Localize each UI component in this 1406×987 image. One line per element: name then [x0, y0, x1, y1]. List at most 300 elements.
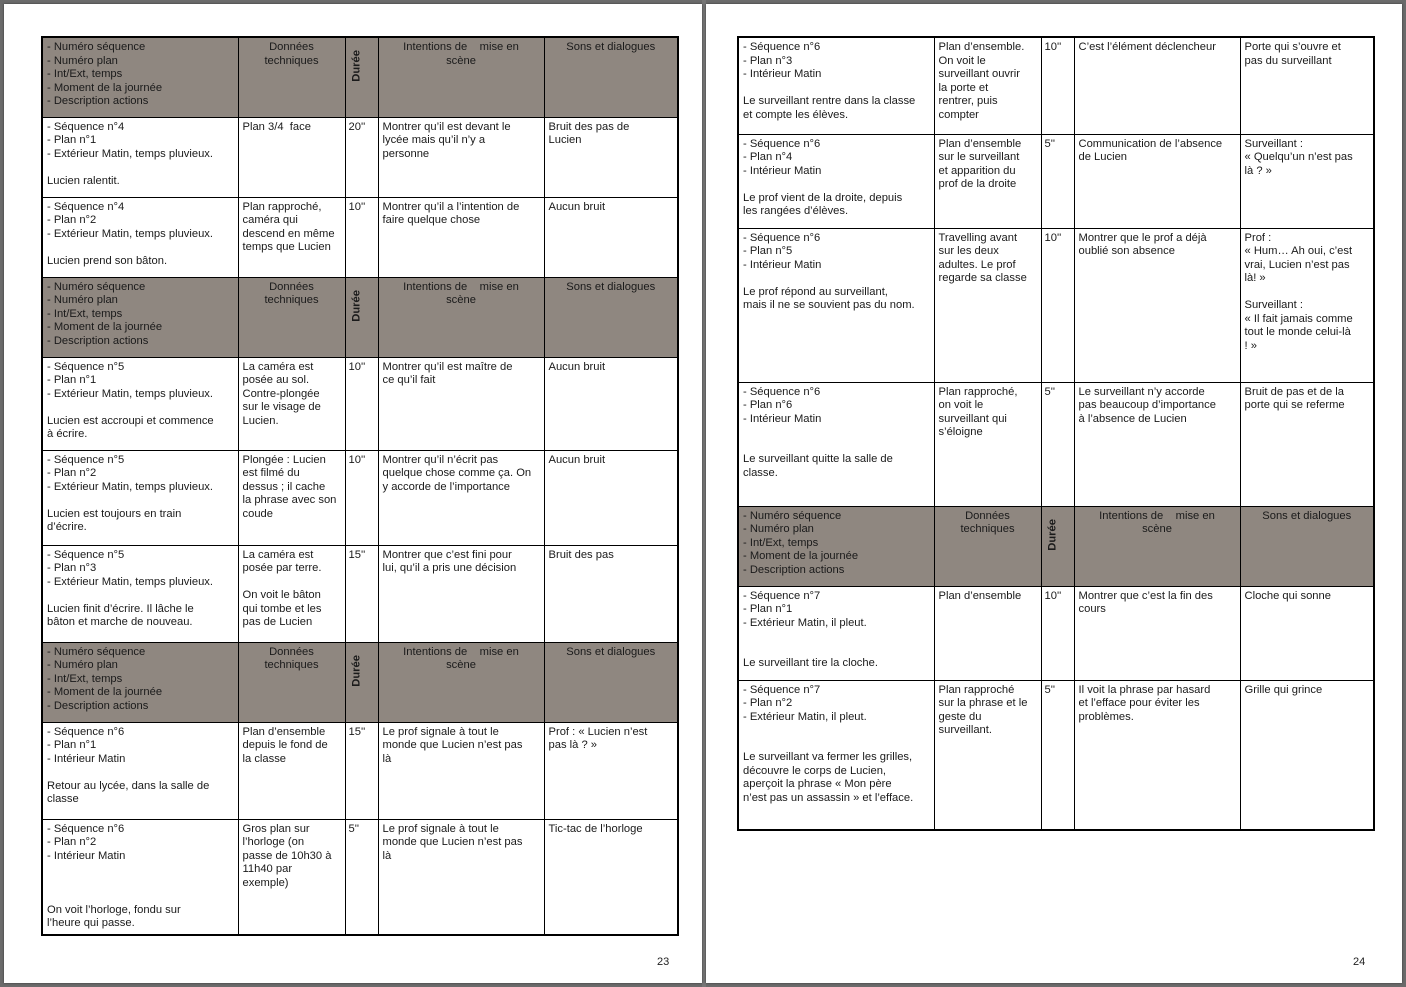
cell-line: on voit le	[938, 399, 984, 411]
table-row	[738, 134, 1374, 228]
cell-line: oublié son absence	[1078, 245, 1175, 257]
sounds-dialogues-cell	[1240, 37, 1374, 134]
cell-line: quelque chose comme ça. On	[382, 467, 532, 479]
duration-label: Durée	[349, 654, 362, 687]
shot-info-cell	[738, 228, 934, 382]
header-shot-info	[42, 277, 238, 357]
cell-line	[1245, 286, 1370, 300]
cell-line: - Intérieur Matin	[743, 258, 822, 271]
cell-line: Lucien.	[242, 414, 279, 427]
cell-line: « Hum… Ah oui, c’est	[1244, 245, 1353, 257]
intentions-cell	[378, 450, 544, 545]
sounds-dialogues-cell	[544, 722, 678, 819]
cell-line: techniques	[264, 294, 319, 306]
cell-line: découvre le corps de Lucien,	[743, 764, 887, 777]
header-duration	[345, 277, 378, 357]
cell-line: Tic-tac de l’horloge	[548, 822, 643, 835]
header-staging-intentions	[378, 37, 544, 117]
intentions-cell	[1074, 382, 1240, 506]
cell-line: monde que Lucien n’est pas	[382, 739, 523, 751]
intentions-cell	[1074, 586, 1240, 680]
cell-line: Cloche qui sonne	[1244, 589, 1331, 602]
sounds-dialogues-cell	[544, 450, 678, 545]
technical-data-cell	[238, 357, 345, 450]
cell-line: Données	[269, 41, 314, 53]
cell-line: Données	[269, 280, 314, 293]
cell-line: Plan d’ensemble	[242, 725, 326, 738]
cell-line: - Extérieur Matin, temps pluvieux.	[47, 575, 214, 588]
shot-info-cell	[738, 134, 934, 228]
sounds-dialogues-cell	[544, 819, 678, 935]
cell-line: y accorde de l’importance	[382, 480, 510, 493]
cell-line: - Numéro séquence	[47, 280, 146, 293]
cell-line: - Int/Ext, temps	[47, 672, 123, 685]
cell-line: passe de 10h30 à	[242, 849, 332, 862]
cell-line: Montrer qu’il est maître de	[382, 360, 513, 373]
header-shot-info	[42, 37, 238, 117]
intentions-cell	[1074, 680, 1240, 830]
cell-line	[47, 401, 234, 415]
cell-line: - Numéro plan	[47, 294, 118, 306]
cell-line: - Numéro séquence	[47, 645, 146, 658]
duration-cell: 20''	[345, 117, 378, 197]
table-row	[42, 117, 678, 197]
cell-line: compter	[938, 108, 979, 121]
cell-line: - Numéro séquence	[743, 509, 842, 522]
cell-line: - Séquence n°6	[743, 137, 821, 150]
cell-line: - Séquence n°6	[743, 41, 821, 53]
shot-info-cell	[738, 680, 934, 830]
duration-cell: 5''	[1041, 134, 1074, 228]
table-row	[738, 382, 1374, 506]
cell-line: - Séquence n°6	[47, 725, 125, 738]
cell-line: rentrer, puis	[938, 95, 998, 107]
cell-line: La caméra est	[242, 548, 314, 561]
cell-line: - Numéro plan	[47, 659, 118, 671]
sounds-dialogues-cell	[1240, 586, 1374, 680]
cell-line: pas du surveillant	[1244, 54, 1332, 67]
storyboard-table-left	[41, 36, 679, 936]
cell-line: - Extérieur Matin, il pleut.	[743, 710, 867, 723]
duration-cell: 10''	[1041, 586, 1074, 680]
technical-data-cell	[934, 134, 1041, 228]
cell-line: - Séquence n°5	[47, 548, 125, 561]
page-number: 23	[657, 956, 670, 968]
cell-line: - Intérieur Matin	[743, 164, 822, 177]
cell-line: pas beaucoup d’importance	[1078, 399, 1216, 411]
cell-line: temps que Lucien	[242, 241, 331, 253]
cell-line: mais il ne se souvient pas du nom.	[743, 299, 915, 311]
cell-line: - Plan n°1	[47, 374, 97, 386]
cell-line: scène	[446, 659, 476, 671]
cell-line: là	[382, 752, 392, 765]
cell-line: adultes. Le prof	[938, 258, 1016, 271]
sounds-dialogues-cell	[1240, 680, 1374, 830]
cell-line: Plan rapproché,	[242, 200, 322, 213]
sounds-dialogues-cell	[544, 197, 678, 277]
cell-line	[743, 738, 930, 752]
cell-line: porte qui se referme	[1244, 399, 1345, 411]
cell-line: de Lucien	[1078, 151, 1128, 163]
header-sounds-dialogues	[544, 277, 678, 357]
header-sounds-dialogues	[544, 37, 678, 117]
header-sounds-dialogues	[544, 642, 678, 722]
cell-line: vrai, Lucien n’est pas	[1244, 258, 1350, 271]
cell-line: - Int/Ext, temps	[743, 536, 819, 549]
cell-line	[743, 272, 930, 286]
cell-line: - Plan n°2	[47, 467, 97, 479]
cell-line: lycée mais qu’il n’y a	[382, 134, 486, 146]
header-shot-info	[42, 642, 238, 722]
intentions-cell	[378, 819, 544, 935]
cell-line: Plan d’ensemble.	[938, 41, 1025, 53]
table-row	[42, 722, 678, 819]
page-left	[4, 4, 702, 983]
cell-line: On voit le bâton	[242, 589, 321, 601]
cell-line: Gros plan sur	[242, 822, 310, 835]
cell-line: - Séquence n°6	[743, 385, 821, 398]
cell-line: Lucien prend son bâton.	[47, 254, 168, 267]
cell-line	[743, 630, 930, 644]
duration-cell: 15''	[345, 722, 378, 819]
cell-line: Le surveillant quitte la salle de	[743, 453, 893, 465]
cell-line: - Plan n°3	[47, 562, 97, 574]
cell-line: - Moment de la journée	[47, 321, 163, 333]
shot-info-cell	[42, 357, 238, 450]
cell-line	[47, 863, 234, 877]
cell-line: - Plan n°1	[47, 739, 97, 751]
intentions-cell	[378, 722, 544, 819]
cell-line: - Int/Ext, temps	[47, 68, 123, 80]
cell-line: - Plan n°1	[743, 603, 793, 615]
cell-line: - Extérieur Matin, temps pluvieux.	[47, 387, 214, 400]
table-row	[738, 680, 1374, 830]
technical-data-cell	[238, 450, 345, 545]
cell-line: On voit le	[938, 54, 986, 67]
duration-cell: 10''	[345, 197, 378, 277]
cell-line: - Extérieur Matin, temps pluvieux.	[47, 147, 214, 160]
cell-line: et l’efface pour éviter les	[1078, 697, 1200, 709]
cell-line	[743, 440, 930, 454]
header-technical-data	[238, 642, 345, 722]
shot-info-cell	[42, 197, 238, 277]
cell-line: Montrer qu’il est devant le	[382, 120, 511, 133]
header-duration	[1041, 506, 1074, 586]
cell-line: Retour au lycée, dans la salle de	[47, 779, 210, 792]
cell-line: Intentions de mise en	[1099, 509, 1215, 522]
cell-line: - Plan n°4	[743, 151, 793, 163]
cell-line: Aucun bruit	[548, 453, 606, 466]
cell-line: Le surveillant rentre dans la classe	[743, 95, 916, 107]
cell-line: Sons et dialogues	[566, 41, 656, 53]
table-row	[42, 197, 678, 277]
table-header-row	[738, 506, 1374, 586]
cell-line: scène	[446, 54, 476, 67]
cell-line: s’éloigne	[938, 426, 983, 438]
cell-line: Sons et dialogues	[566, 645, 656, 658]
shot-info-cell	[42, 545, 238, 642]
technical-data-cell	[238, 117, 345, 197]
cell-line: - Plan n°5	[743, 245, 793, 257]
technical-data-cell	[934, 586, 1041, 680]
cell-line: Lucien finit d’écrire. Il lâche le	[47, 602, 194, 615]
cell-line: techniques	[264, 54, 319, 67]
cell-line: ce qu’il fait	[382, 374, 436, 386]
intentions-cell	[1074, 134, 1240, 228]
cell-line	[743, 724, 930, 738]
cell-line: Montrer qu’il a l’intention de	[382, 200, 520, 213]
cell-line	[47, 241, 234, 255]
duration-cell: 10''	[345, 450, 378, 545]
cell-line: Plan 3/4 face	[242, 120, 311, 133]
cell-line: Intentions de mise en	[403, 41, 519, 53]
cell-line: Le surveillant tire la cloche.	[743, 657, 878, 669]
cell-line: Aucun bruit	[548, 200, 606, 213]
cell-line: Le surveillant n’y accorde	[1078, 385, 1205, 398]
cell-line: - Moment de la journée	[47, 81, 163, 94]
cell-line: - Séquence n°7	[743, 683, 821, 696]
intentions-cell	[1074, 37, 1240, 134]
cell-line: - Plan n°2	[743, 697, 793, 709]
cell-line: prof de la droite	[938, 178, 1017, 190]
page-number: 24	[1353, 956, 1366, 968]
cell-line: - Intérieur Matin	[47, 752, 126, 765]
cell-line: n’est pas un assassin » et l’efface.	[743, 791, 914, 804]
technical-data-cell	[238, 819, 345, 935]
cell-line: descend en même	[242, 227, 335, 240]
cell-line: - Plan n°2	[47, 836, 97, 848]
table-header-row	[42, 642, 678, 722]
cell-line: scène	[446, 294, 476, 306]
cell-line: surveillant ouvrir	[938, 68, 1020, 80]
cell-line: là	[382, 849, 392, 862]
intentions-cell	[378, 117, 544, 197]
cell-line: Bruit des pas de	[548, 120, 630, 133]
technical-data-cell	[238, 545, 345, 642]
sounds-dialogues-cell	[1240, 382, 1374, 506]
cell-line: Le prof signale à tout le	[382, 822, 499, 835]
technical-data-cell	[238, 722, 345, 819]
sounds-dialogues-cell	[544, 357, 678, 450]
cell-line: - Extérieur Matin, il pleut.	[743, 616, 867, 629]
header-staging-intentions	[378, 642, 544, 722]
cell-line: sur le surveillant	[938, 151, 1020, 163]
cell-line: Plongée : Lucien	[242, 453, 326, 466]
cell-line: la porte et	[938, 81, 989, 94]
cell-line: Plan d’ensemble	[938, 137, 1022, 150]
table-header-row	[42, 37, 678, 117]
cell-line: - Moment de la journée	[47, 686, 163, 698]
cell-line: là ? »	[1244, 164, 1272, 177]
cell-line: Lucien ralentit.	[47, 174, 120, 187]
cell-line: les rangées d’élèves.	[743, 205, 849, 217]
cell-line: à écrire.	[47, 428, 88, 440]
cell-line: Données	[269, 645, 314, 658]
shot-info-cell	[42, 819, 238, 935]
cell-line: pas là ? »	[548, 739, 598, 751]
cell-line: Le surveillant va fermer les grilles,	[743, 751, 913, 763]
cell-line	[743, 426, 930, 440]
cell-line: - Description actions	[47, 699, 149, 712]
cell-line: posée par terre.	[242, 562, 322, 574]
cell-line: Lucien est toujours en train	[47, 507, 182, 520]
cell-line: l’heure qui passe.	[47, 917, 135, 929]
cell-line: cours	[1078, 603, 1106, 615]
cell-line: Plan d’ensemble	[938, 589, 1022, 602]
shot-info-cell	[42, 450, 238, 545]
header-duration	[345, 37, 378, 117]
page-right	[706, 4, 1402, 983]
header-staging-intentions	[378, 277, 544, 357]
cell-line: - Intérieur Matin	[47, 849, 126, 862]
table-row	[738, 228, 1374, 382]
duration-label: Durée	[349, 50, 362, 82]
intentions-cell	[378, 545, 544, 642]
cell-line: Le prof signale à tout le	[382, 725, 499, 738]
cell-line: Montrer que c’est la fin des	[1078, 589, 1213, 602]
cell-line: surveillant qui	[938, 412, 1007, 425]
table-header-row	[42, 277, 678, 357]
shot-info-cell	[42, 117, 238, 197]
cell-line: - Description actions	[47, 334, 149, 347]
cell-line: sur le visage de	[242, 401, 321, 413]
duration-cell: 15''	[345, 545, 378, 642]
cell-line: depuis le fond de	[242, 739, 328, 751]
cell-line: Contre-plongée	[242, 387, 320, 400]
cell-line: - Intérieur Matin	[743, 68, 822, 80]
cell-line: Données	[965, 509, 1010, 522]
cell-line: - Numéro plan	[743, 523, 814, 535]
cell-line: faire quelque chose	[382, 214, 481, 226]
cell-line: On voit l’horloge, fondu sur	[47, 903, 181, 916]
cell-line: - Plan n°2	[47, 214, 97, 226]
table-row	[42, 450, 678, 545]
cell-line	[743, 644, 930, 658]
header-shot-info	[738, 506, 934, 586]
cell-line: - Int/Ext, temps	[47, 307, 123, 320]
cell-line: - Séquence n°5	[47, 453, 125, 466]
cell-line: Sons et dialogues	[1262, 509, 1352, 522]
cell-line: Bruit des pas	[548, 548, 614, 561]
cell-line: là! »	[1244, 272, 1266, 284]
technical-data-cell	[934, 37, 1041, 134]
cell-line: Sons et dialogues	[566, 280, 656, 293]
cell-line: Aucun bruit	[548, 360, 606, 373]
cell-line: Il voit la phrase par hasard	[1078, 683, 1211, 696]
cell-line: Prof : « Lucien n’est	[548, 725, 648, 738]
cell-line: techniques	[960, 523, 1015, 535]
cell-line: Montrer que c’est fini pour	[382, 548, 512, 561]
cell-line	[47, 161, 234, 175]
cell-line: - Description actions	[743, 563, 845, 576]
table-row	[738, 586, 1374, 680]
cell-line: dessus ; il cache	[242, 480, 326, 493]
cell-line: Plan rapproché,	[938, 385, 1018, 398]
cell-line: - Plan n°6	[743, 399, 793, 411]
storyboard-table-right	[737, 36, 1375, 831]
cell-line: - Séquence n°5	[47, 360, 125, 373]
cell-line: et compte les élèves.	[743, 108, 849, 121]
duration-cell: 10''	[345, 357, 378, 450]
cell-line	[47, 890, 234, 904]
cell-line: - Intérieur Matin	[743, 412, 822, 425]
cell-line: Grille qui grince	[1244, 683, 1323, 696]
cell-line: - Séquence n°6	[743, 231, 821, 244]
cell-line: Intentions de mise en	[403, 280, 519, 293]
cell-line: qui tombe et les	[242, 602, 322, 615]
cell-line: l’horloge (on	[242, 836, 305, 848]
duration-cell: 5''	[1041, 680, 1074, 830]
cell-line: 11h40 par	[242, 863, 293, 875]
cell-line: - Extérieur Matin, temps pluvieux.	[47, 480, 214, 493]
cell-line: « Quelqu’un n’est pas	[1244, 151, 1353, 163]
technical-data-cell	[238, 197, 345, 277]
header-technical-data	[934, 506, 1041, 586]
cell-line: tout le monde celui-là	[1244, 326, 1351, 338]
cell-line: d’écrire.	[47, 521, 87, 533]
cell-line: aperçoit la phrase « Mon père	[743, 778, 892, 790]
table-row	[42, 357, 678, 450]
cell-line: - Plan n°1	[47, 134, 97, 146]
cell-line: surveillant.	[938, 724, 992, 736]
table-row	[738, 37, 1374, 134]
cell-line: sur les deux	[938, 245, 999, 257]
cell-line: Prof :	[1244, 231, 1272, 244]
cell-line: - Séquence n°7	[743, 589, 821, 602]
cell-line	[47, 766, 234, 780]
cell-line: techniques	[264, 659, 319, 671]
cell-line: Travelling avant	[938, 231, 1018, 244]
sounds-dialogues-cell	[544, 117, 678, 197]
cell-line: - Numéro séquence	[47, 41, 146, 53]
cell-line: lui, qu’il a pris une décision	[382, 562, 517, 574]
cell-line: Montrer que le prof a déjà	[1078, 231, 1207, 244]
cell-line: - Séquence n°4	[47, 120, 125, 133]
shot-info-cell	[738, 586, 934, 680]
intentions-cell	[378, 197, 544, 277]
cell-line: - Moment de la journée	[743, 550, 859, 562]
sounds-dialogues-cell	[544, 545, 678, 642]
cell-line: Montrer qu’il n’écrit pas	[382, 453, 499, 466]
header-technical-data	[238, 37, 345, 117]
cell-line: Surveillant :	[1244, 299, 1303, 311]
intentions-cell	[1074, 228, 1240, 382]
sounds-dialogues-cell	[1240, 228, 1374, 382]
cell-line	[47, 494, 234, 508]
intentions-cell	[378, 357, 544, 450]
cell-line: pas de Lucien	[242, 616, 313, 628]
cell-line: regarde sa classe	[938, 272, 1027, 284]
cell-line: bâton et marche de nouveau.	[47, 616, 193, 628]
header-duration	[345, 642, 378, 722]
cell-line: - Numéro plan	[47, 54, 118, 67]
cell-line: C’est l’élément déclencheur	[1078, 41, 1216, 53]
sounds-dialogues-cell	[1240, 134, 1374, 228]
cell-line: Communication de l’absence	[1078, 137, 1223, 150]
header-technical-data	[238, 277, 345, 357]
cell-line: geste du	[938, 710, 982, 723]
cell-line: la classe	[242, 752, 287, 765]
cell-line: coude	[242, 507, 273, 520]
cell-line: est filmé du	[242, 467, 300, 479]
cell-line: Surveillant :	[1244, 137, 1303, 150]
technical-data-cell	[934, 228, 1041, 382]
cell-line	[743, 82, 930, 96]
cell-line: La caméra est	[242, 360, 314, 373]
cell-line	[743, 178, 930, 192]
technical-data-cell	[934, 382, 1041, 506]
cell-line: la phrase avec son	[242, 494, 337, 506]
